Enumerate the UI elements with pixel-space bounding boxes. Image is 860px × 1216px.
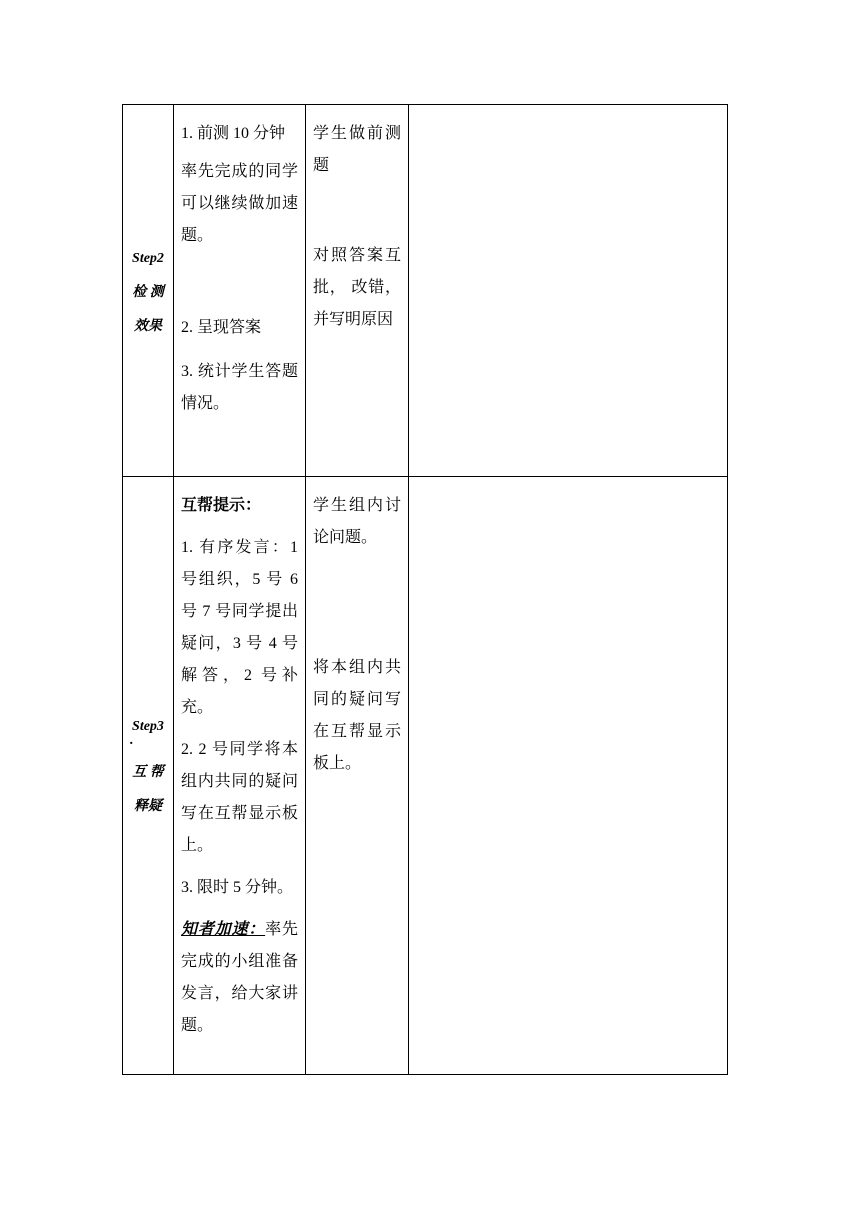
step-label [124, 242, 172, 344]
table-col-divider-1 [173, 104, 174, 1075]
step-title-line: 检 测 [132, 285, 164, 300]
step-code: Step2 [132, 251, 164, 266]
teacher-step-item: 2. 2 号同学将本组内共同的疑问写在互帮显示板上。 [181, 741, 298, 854]
student-activity-cell [313, 490, 401, 780]
student-step-item: 将本组内共同的疑问写在互帮显示板上。 [313, 659, 401, 772]
table-border-right [727, 104, 728, 1075]
teacher-step-item: 率先完成的同学可以继续做加速题。 [181, 163, 298, 244]
table-border-top [122, 104, 728, 105]
teacher-step-item [181, 914, 298, 1042]
table-row-divider [122, 476, 728, 477]
teacher-step-item: 1. 有序发言：1 号组织，5 号 6 号 7 号同学提出疑问，3 号 4 号解答，2 号补充。 [181, 539, 298, 716]
step-code: Step3 [132, 719, 164, 734]
accelerate-text: 率先完成的小组准备发言，给大家讲题。 [181, 921, 298, 1034]
step-label [124, 710, 172, 824]
table-col-divider-2 [305, 104, 306, 1075]
step-title-line: 互 帮 [132, 765, 164, 780]
teacher-activity-cell [181, 118, 298, 420]
step-code-dot: . [130, 733, 134, 748]
student-step-item: 学生做前测题 [313, 125, 401, 174]
teacher-activity-cell [181, 490, 298, 1042]
table-col-divider-3 [408, 104, 409, 1075]
accelerate-label: 知者加速： [181, 921, 266, 938]
step-title-line: 效果 [134, 319, 162, 334]
student-step-item: 学生组内讨论问题。 [313, 497, 401, 546]
teacher-step-item: 3. 限时 5 分钟。 [181, 879, 294, 896]
teacher-step-item: 2. 呈现答案 [181, 319, 262, 336]
student-activity-cell [313, 118, 401, 336]
table-border-bottom [122, 1074, 728, 1075]
teacher-step-heading: 互帮提示： [181, 497, 262, 514]
step-title-line: 释疑 [134, 799, 162, 814]
teacher-step-item: 3. 统计学生答题情况。 [181, 363, 298, 412]
table-border-left [122, 104, 123, 1075]
student-step-item: 对照答案互批， 改错，并写明原因 [313, 247, 401, 328]
teacher-step-item: 1. 前测 10 分钟 [181, 125, 286, 142]
